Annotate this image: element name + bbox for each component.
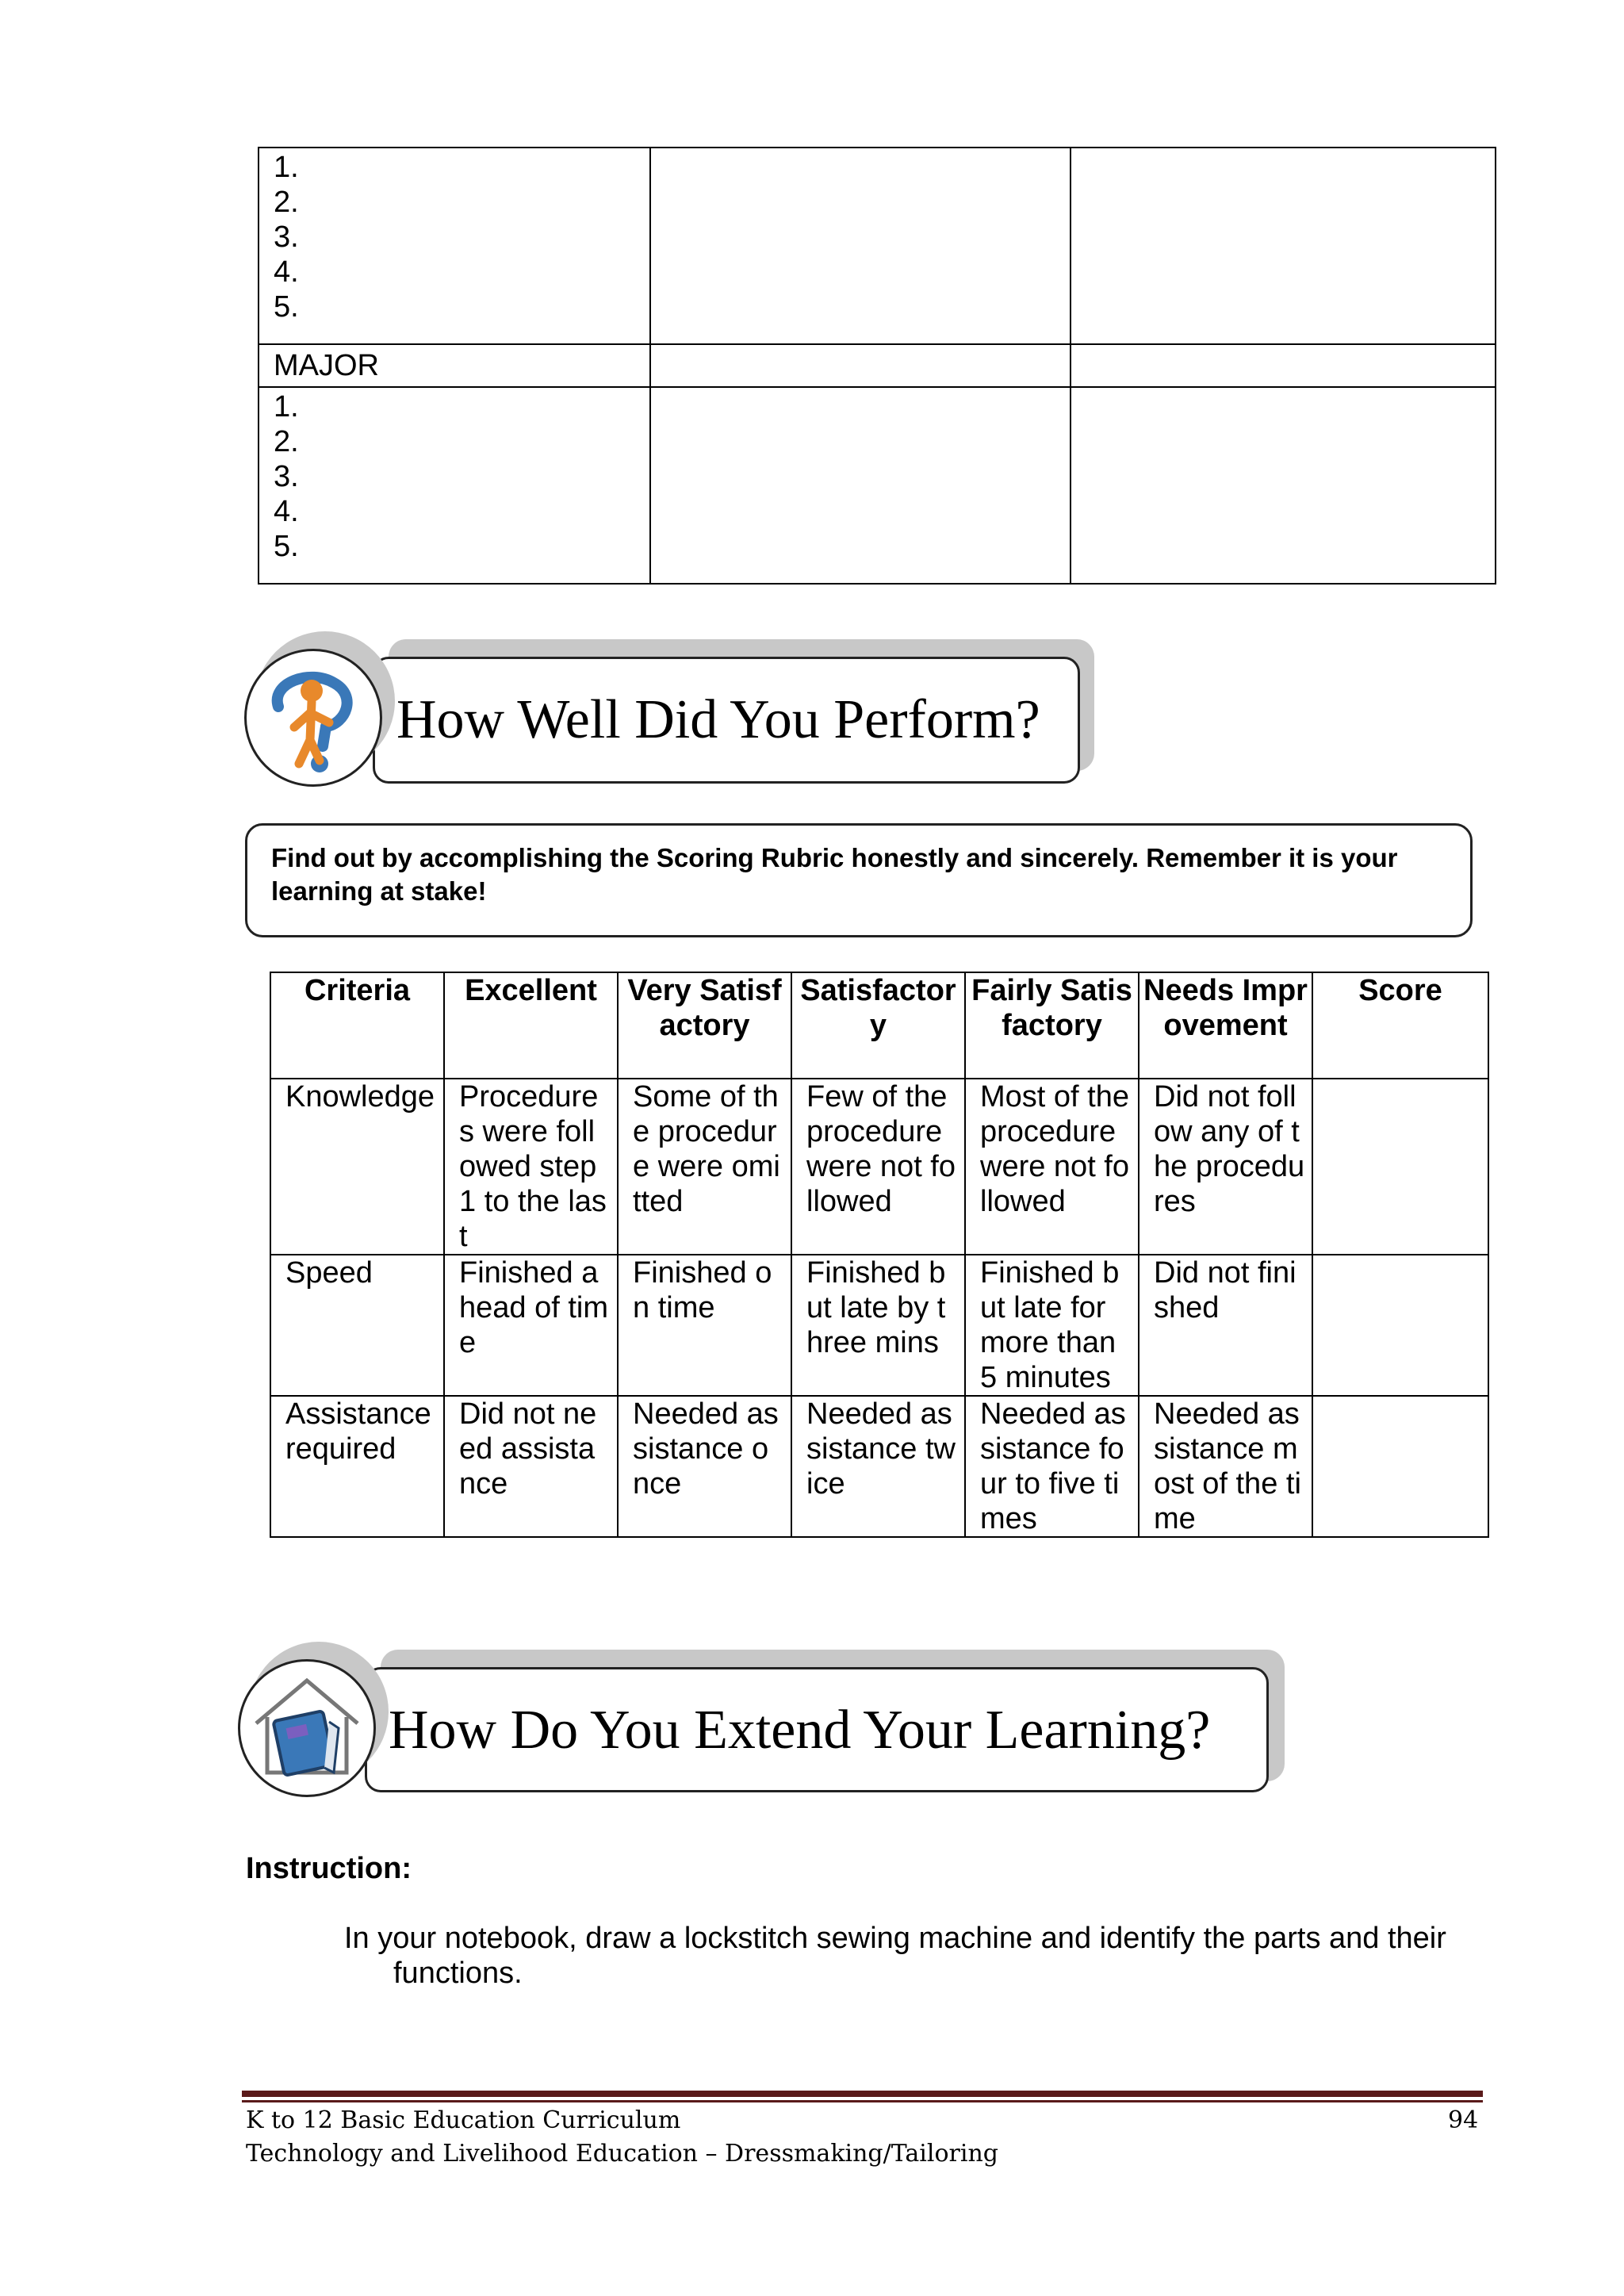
rubric-cell: Needed assistance once — [618, 1396, 791, 1537]
rubric-header: Very Satisfactory — [618, 972, 791, 1079]
empty-cell — [650, 387, 1071, 584]
major-label: MAJOR — [259, 344, 650, 387]
instruction-note: Find out by accomplishing the Scoring Rubric honestly and sincerely. Remember it is your learning at stake! — [245, 823, 1473, 937]
numbered-list-bottom: 1. 2. 3. 4. 5. — [259, 387, 650, 584]
section-title-perform: How Well Did You Perform? — [396, 689, 1040, 750]
instruction-line-2: functions. — [393, 1957, 523, 1990]
rubric-cell: Finished but late by three mins — [791, 1255, 965, 1396]
rubric-header: Satisfactory — [791, 972, 965, 1079]
rubric-cell: Assistance required — [270, 1396, 444, 1537]
footer-curriculum: K to 12 Basic Education Curriculum — [246, 2106, 681, 2134]
instruction-line-1: In your notebook, draw a lockstitch sewing machine and identify the parts and their — [344, 1922, 1446, 1955]
empty-cell — [650, 344, 1071, 387]
scoring-rubric — [270, 972, 1489, 1538]
footer-subject: Technology and Livelihood Education – Dressmaking/Tailoring — [246, 2140, 998, 2168]
rubric-cell: Needed assistance most of the time — [1139, 1396, 1312, 1537]
footer-rule-thin — [242, 2100, 1483, 2102]
rubric-header: Score — [1312, 972, 1488, 1079]
rubric-cell: Knowledge — [270, 1079, 444, 1255]
table-row — [259, 148, 1496, 344]
rubric-header-row — [270, 972, 1488, 1079]
rubric-header: Criteria — [270, 972, 444, 1079]
rubric-cell: Needed assistance twice — [791, 1396, 965, 1537]
table-row — [270, 1079, 1488, 1255]
rubric-cell: Did not finished — [1139, 1255, 1312, 1396]
rubric-cell: Did not need assistance — [444, 1396, 618, 1537]
rubric-cell: Finished on time — [618, 1255, 791, 1396]
table-row — [259, 344, 1496, 387]
answer-table — [258, 147, 1496, 585]
rubric-header: Needs Improvement — [1139, 972, 1312, 1079]
rubric-cell: Few of the procedure were not followed — [791, 1079, 965, 1255]
house-book-icon — [238, 1659, 376, 1797]
rubric-cell: Needed assistance four to five times — [965, 1396, 1139, 1537]
empty-cell — [1071, 387, 1496, 584]
instruction-label: Instruction: — [246, 1852, 412, 1885]
rubric-cell: Finished but late for more than 5 minutes — [965, 1255, 1139, 1396]
score-cell — [1312, 1396, 1488, 1537]
rubric-cell: Most of the procedure were not followed — [965, 1079, 1139, 1255]
rubric-cell: Some of the procedure were omitted — [618, 1079, 791, 1255]
section-title-extend: How Do You Extend Your Learning? — [389, 1700, 1211, 1761]
footer-rule — [242, 2091, 1483, 2097]
score-cell — [1312, 1255, 1488, 1396]
instruction-text — [344, 1921, 1470, 1991]
table-row — [259, 387, 1496, 584]
score-cell — [1312, 1079, 1488, 1255]
table-row — [270, 1396, 1488, 1537]
rubric-header: Excellent — [444, 972, 618, 1079]
rubric-header: Fairly Satisfactory — [965, 972, 1139, 1079]
question-figure-icon — [244, 649, 382, 787]
empty-cell — [650, 148, 1071, 344]
empty-cell — [1071, 344, 1496, 387]
rubric-cell: Speed — [270, 1255, 444, 1396]
table-row — [270, 1255, 1488, 1396]
page-number: 94 — [1448, 2106, 1479, 2134]
rubric-cell: Did not follow any of the procedures — [1139, 1079, 1312, 1255]
rubric-cell: Finished ahead of time — [444, 1255, 618, 1396]
rubric-cell: Procedures were followed step 1 to the last — [444, 1079, 618, 1255]
empty-cell — [1071, 148, 1496, 344]
numbered-list-top: 1. 2. 3. 4. 5. — [259, 148, 650, 344]
